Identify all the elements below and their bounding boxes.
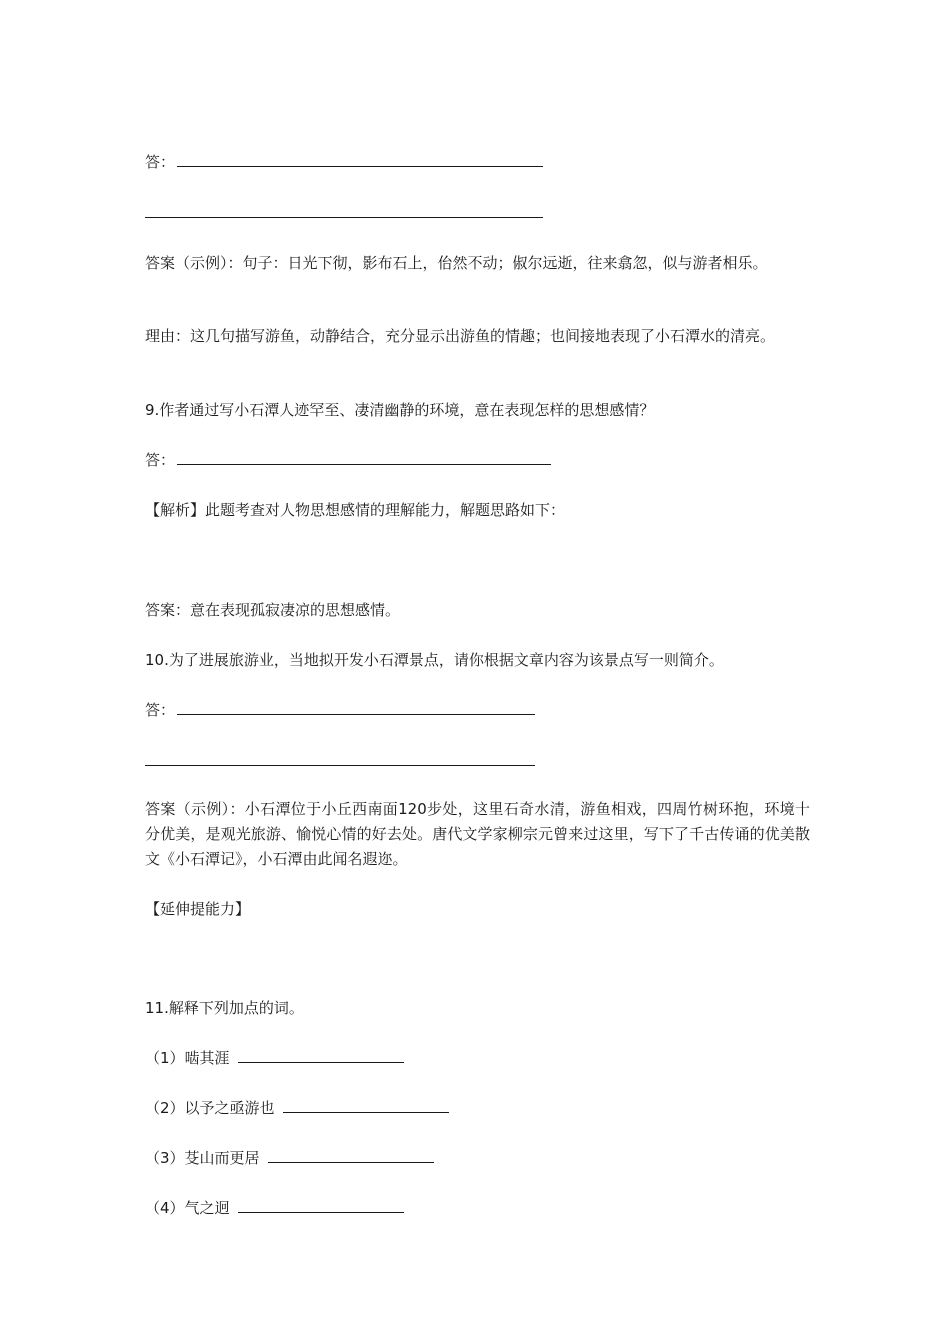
q10-answer-line-1 [145, 698, 810, 723]
q10-answer-blank-1[interactable] [177, 700, 535, 715]
q11-item-4-label: （4）气之迥 [145, 1199, 230, 1217]
q9-question: 9.作者通过写小石潭人迹罕至、凄清幽静的环境，意在表现怎样的思想感情？ [145, 401, 655, 419]
q11-item-1-blank[interactable] [238, 1048, 404, 1063]
q10-sample-answer: 答案（示例）：小石潭位于小丘西南面120步处，这里石奇水清，游鱼相戏，四周竹树环抱，环境十分优美，是观光旅游、愉悦心情的好去处。唐代文学家柳宗元曾来过这里，写下了千古传诵的优美散文《小石潭记》，小石潭由此闻名遐迩。 [145, 800, 810, 868]
q11-item-2-label: （2）以予之亟游也 [145, 1099, 275, 1117]
q11-item-3-blank[interactable] [268, 1148, 434, 1163]
q11-item-1 [145, 1046, 810, 1071]
q10-question: 10.为了进展旅游业，当地拟开发小石潭景点，请你根据文章内容为该景点写一则简介。 [145, 651, 724, 669]
q11-item-2 [145, 1096, 810, 1121]
q8-answer-label: 答： [145, 153, 176, 171]
q9-answer: 答案：意在表现孤寂凄凉的思想感情。 [145, 601, 401, 619]
q10-answer-label: 答： [145, 701, 176, 719]
q8-sample-answer: 答案（示例）：句子：日光下彻，影布石上，佁然不动；俶尔远逝，往来翕忽，似与游者相乐。 [145, 254, 768, 272]
q9-answer-blank[interactable] [177, 450, 551, 465]
q8-answer-line-1 [145, 150, 810, 175]
q11-item-1-label: （1）啮其涯 [145, 1049, 230, 1067]
q9-analysis: 【解析】此题考查对人物思想感情的理解能力，解题思路如下： [145, 501, 566, 519]
q11-question: 11.解释下列加点的词。 [145, 999, 304, 1017]
q11-item-4-blank[interactable] [238, 1198, 404, 1213]
q8-answer-blank-2[interactable] [145, 216, 543, 218]
q9-answer-label: 答： [145, 451, 176, 469]
q8-reason: 理由：这几句描写游鱼，动静结合，充分显示出游鱼的情趣；也间接地表现了小石潭水的清亮。 [145, 327, 776, 345]
q9-answer-line [145, 448, 810, 473]
q8-answer-blank-1[interactable] [177, 152, 543, 167]
q11-item-3 [145, 1146, 810, 1171]
q10-answer-blank-2[interactable] [145, 764, 535, 766]
q11-item-2-blank[interactable] [283, 1098, 449, 1113]
section-heading: 【延伸提能力】 [145, 900, 251, 918]
q11-item-3-label: （3）芟山而更居 [145, 1149, 260, 1167]
q11-item-4 [145, 1196, 810, 1221]
